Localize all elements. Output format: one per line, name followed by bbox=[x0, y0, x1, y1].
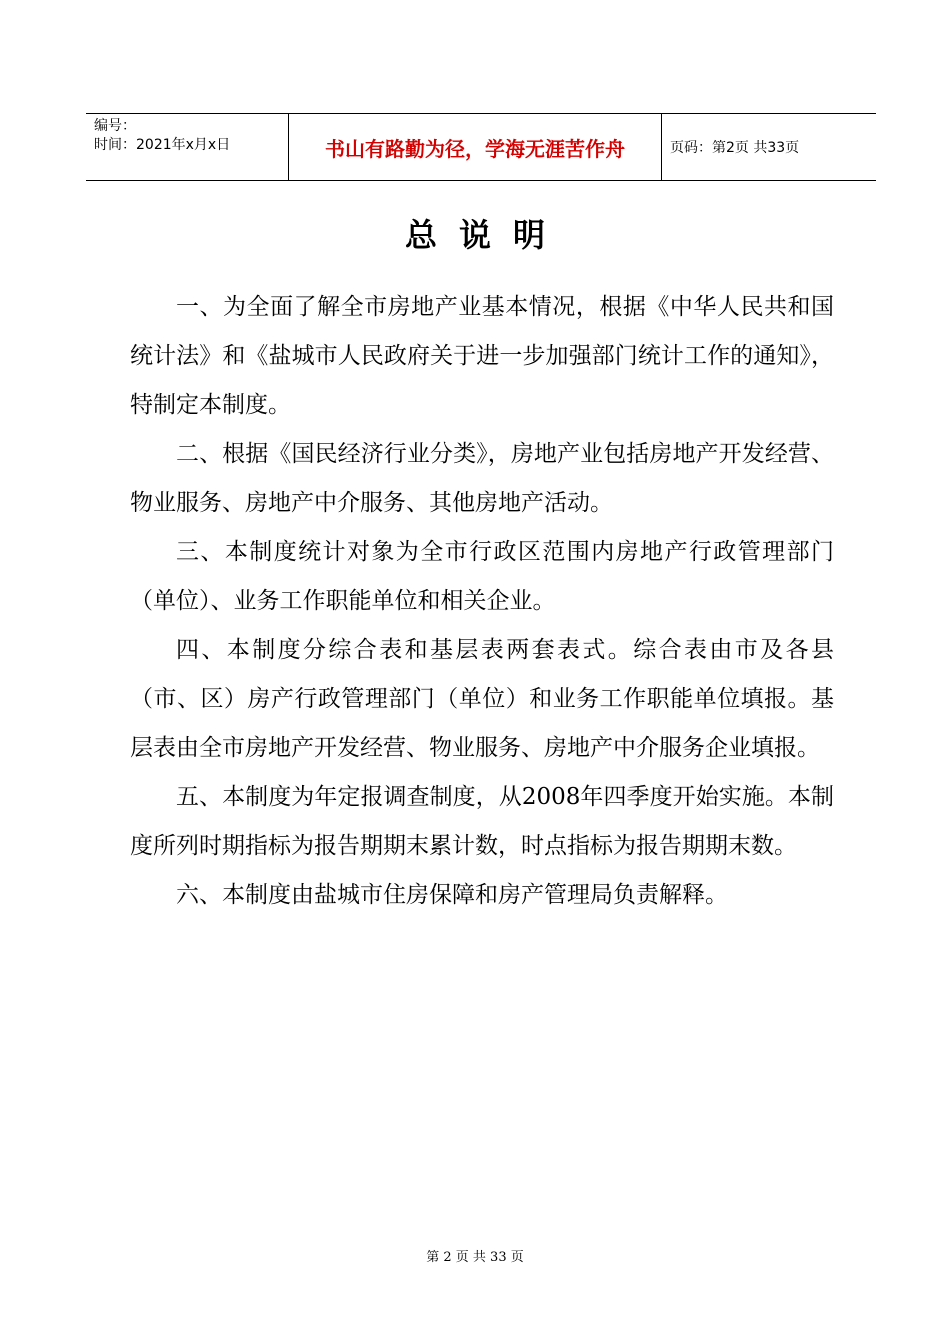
paragraph-5: 五、本制度为年定报调查制度，从2008年四季度开始实施。本制度所列时期指标为报告期期末累计数，时点指标为报告期期末数。 bbox=[130, 784, 834, 859]
page-header bbox=[86, 113, 876, 181]
header-page-info: 页码：第2页 共33页 bbox=[670, 140, 800, 156]
header-motto: 书山有路勤为径，学海无涯苦作舟 bbox=[288, 114, 662, 180]
paragraph-2: 二、根据《国民经济行业分类》，房地产业包括房地产开发经营、物业服务、房地产中介服务、其他房地产活动。 bbox=[130, 441, 834, 516]
page-footer: 第 2 页 共 33 页 bbox=[426, 1250, 524, 1265]
paragraph-4: 四、本制度分综合表和基层表两套表式。综合表由市及各县（市、区）房产行政管理部门（单位）和业务工作职能单位填报。基层表由全市房地产开发经营、物业服务、房地产中介服务企业填报。 bbox=[130, 637, 834, 761]
paragraph-6: 六、本制度由盐城市住房保障和房产管理局负责解释。 bbox=[176, 882, 728, 908]
paragraph-1: 一、为全面了解全市房地产业基本情况，根据《中华人民共和国统计法》和《盐城市人民政府关于进一步加强部门统计工作的通知》，特制定本制度。 bbox=[130, 294, 834, 418]
document-title: 总说明 bbox=[404, 216, 567, 254]
number-label: 编号： bbox=[94, 118, 136, 134]
time-label: 时间：2021年x月x日 bbox=[94, 137, 231, 153]
paragraph-3: 三、本制度统计对象为全市行政区范围内房地产行政管理部门（单位）、业务工作职能单位和相关企业。 bbox=[130, 539, 834, 614]
header-meta bbox=[86, 114, 288, 180]
document-body bbox=[130, 283, 834, 920]
